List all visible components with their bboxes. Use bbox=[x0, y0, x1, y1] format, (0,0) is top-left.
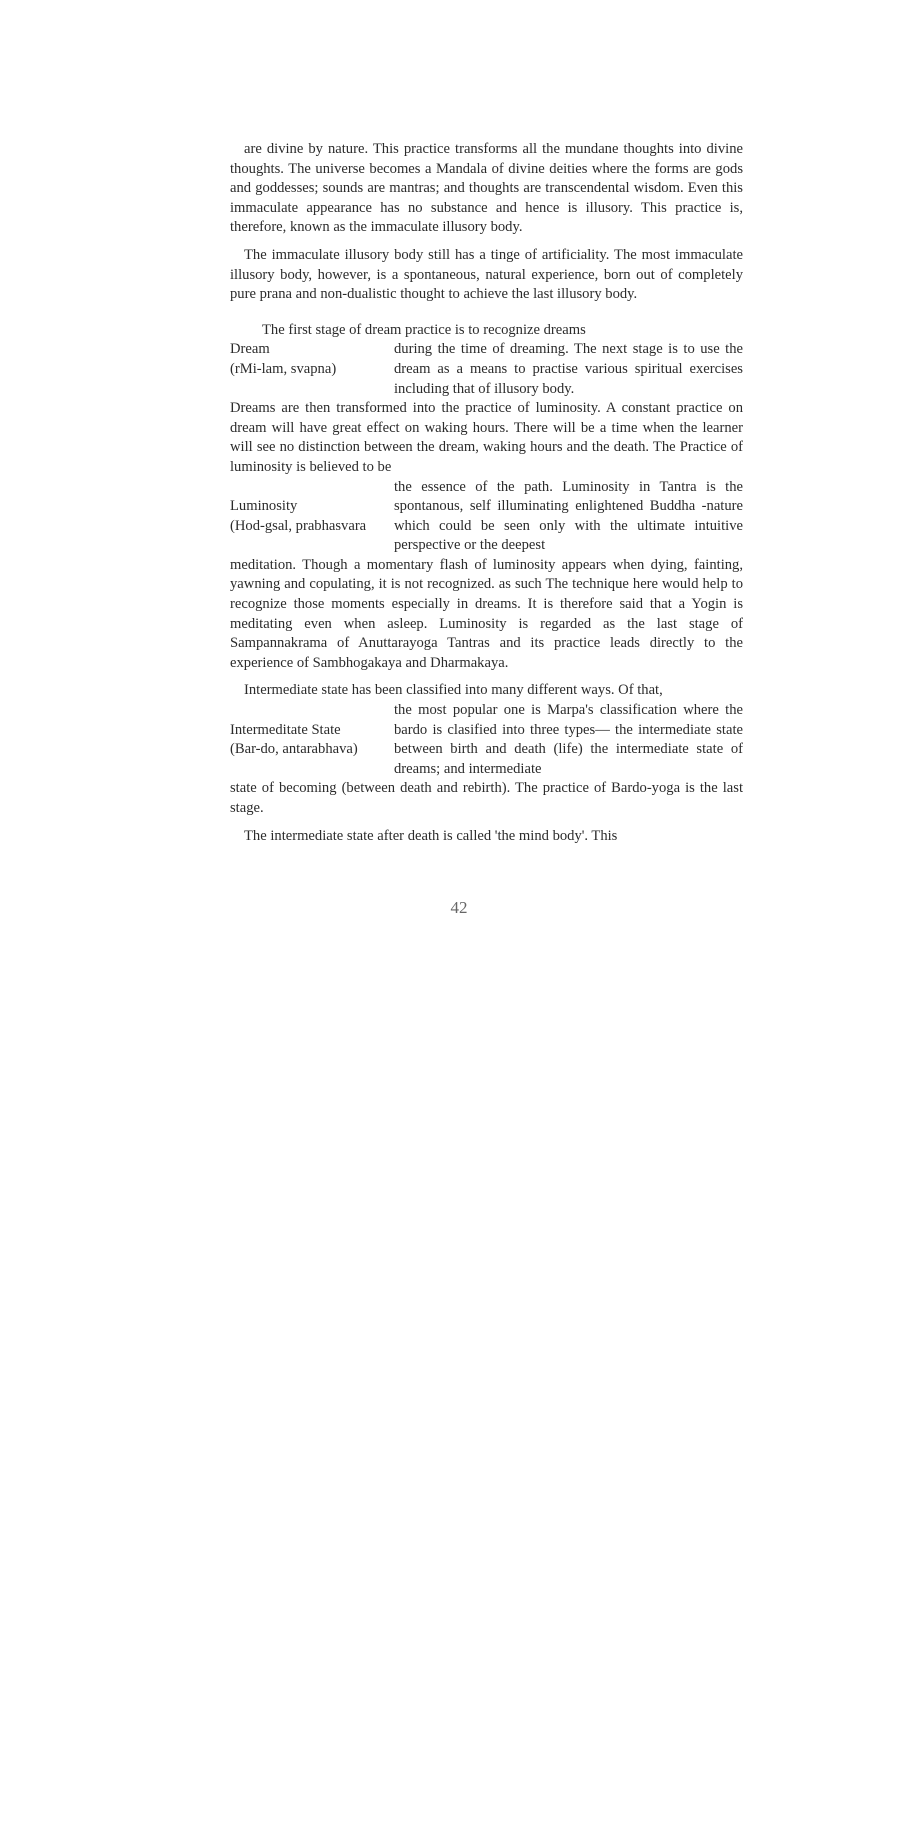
sidenote-dream bbox=[230, 340, 394, 399]
text-column bbox=[230, 140, 743, 846]
paragraph-intermediate-side: the most popular one is Marpa's classification where the bardo is clasified into three types— the intermediate state between birth and death (life) the intermediate state of dreams; and intermediate bbox=[394, 702, 743, 777]
sidenote-dream-sub: (rMi-lam, svapna) bbox=[230, 360, 337, 377]
paragraph-dream-side: during the time of dreaming. The next stage is to use the dream as a means to practise various spiritual exercises including that of illusory body. bbox=[394, 341, 743, 397]
paragraph-intermediate-lead: Intermediate state has been classified into many different ways. Of that, bbox=[244, 682, 663, 699]
intermediate-section bbox=[230, 701, 743, 779]
dream-section bbox=[230, 340, 743, 399]
luminosity-section bbox=[230, 478, 743, 556]
sidenote-luminosity-title: Luminosity bbox=[230, 498, 298, 515]
paragraph-mind-body: The intermediate state after death is called 'the mind body'. This bbox=[244, 827, 618, 844]
paragraph-intermediate-rest: state of becoming (between death and rebirth). The practice of Bardo-yoga is the last stage. bbox=[230, 780, 743, 816]
sidenote-intermediate-title: Intermeditate State bbox=[230, 721, 341, 738]
sidenote-luminosity bbox=[230, 478, 394, 556]
sidenote-dream-title: Dream bbox=[230, 341, 270, 358]
paragraph-dream-lead: The first stage of dream practice is to recognize dreams bbox=[262, 321, 586, 338]
paragraph-illusory-body: are divine by nature. This practice transforms all the mundane thoughts into divine thoughts. The universe becomes a Mandala of divine deities where the forms are gods and goddesses; sounds are mantras; and thoughts are transcendental wisdom. Even this immaculate appearance has no substance and hence is illusory. This practice is, therefore, known as the immaculate illusory body. bbox=[230, 141, 743, 236]
paragraph-luminosity-side: the essence of the path. Luminosity in Tantra is the spontanous, self illuminating enlightened Buddha -nature which could be seen only with the ultimate intuitive perspective or the deepest bbox=[394, 478, 743, 554]
sidenote-intermediate bbox=[230, 701, 394, 779]
paragraph-luminosity-rest: meditation. Though a momentary flash of luminosity appears when dying, fainting, yawning and copulating, it is not recognized. as such The technique here would help to recognize those moments especially in dreams. It is therefore said that a Yogin is meditating even when asleep. Luminosity is regarded as the last stage of Sampannakrama of Anuttarayoga Tantras and its practice leads directly to the experience of Sambhogakaya and Dharmakaya. bbox=[230, 556, 743, 671]
page-number: 42 bbox=[450, 898, 468, 917]
sidenote-intermediate-sub: (Bar-do, antarabhava) bbox=[230, 741, 358, 758]
sidenote-luminosity-sub: (Hod-gsal, prabhasvara bbox=[230, 517, 367, 534]
paragraph-immaculate-illusory-body: The immaculate illusory body still has a tinge of artificiality. The most immaculate illusory body, however, is a spontaneous, natural experience, born out of completely pure prana and non-dualistic thought to achieve the last illusory body. bbox=[230, 246, 743, 303]
paragraph-dream-rest: Dreams are then transformed into the practice of luminosity. A constant practice on dream will have great effect on waking hours. There will be a time when the learner will see no distinction between the dream, waking hours and the death. The Practice of luminosity is believed to be bbox=[230, 400, 743, 475]
